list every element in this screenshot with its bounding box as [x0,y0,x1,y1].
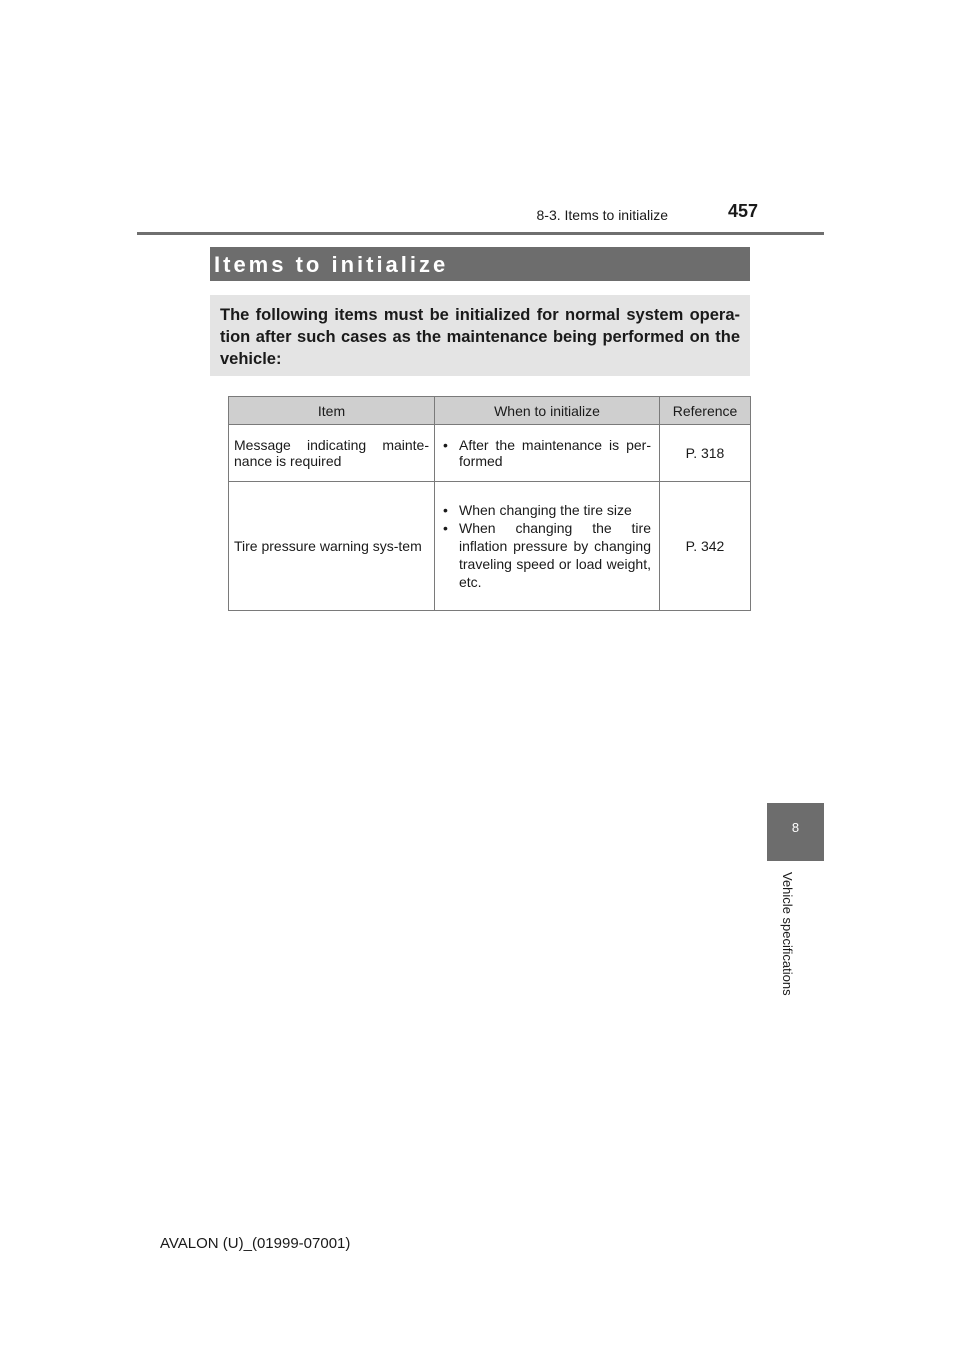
section-title-bar [210,247,750,281]
chapter-label: Vehicle specifications [780,872,795,996]
cell-reference: P. 318 [660,425,751,482]
list-item: • When changing the tire size [441,501,651,519]
list-item: • After the maintenance is per-formed [441,437,651,469]
chapter-tab [767,803,824,861]
chapter-number: 8 [791,820,800,835]
section-title: Items to initialize [214,252,449,277]
cell-item: Tire pressure warning sys-tem [229,482,435,611]
cell-when [435,425,660,482]
when-list [441,437,651,469]
initialize-table [228,396,751,611]
cell-reference: P. 342 [660,482,751,611]
intro-box [210,295,750,376]
header-rule [137,232,824,235]
column-header-when: When to initialize [435,397,660,425]
table-row [229,425,751,482]
footer-code: AVALON (U)_(01999-07001) [160,1235,351,1252]
cell-item: Message indicating mainte-nance is required [229,425,435,482]
running-header-section: 8-3. Items to initialize [536,207,668,223]
intro-text: The following items must be initialized for normal system opera-tion after such cases as the maintenance being performed on the vehicle: [220,306,740,368]
column-header-item: Item [229,397,435,425]
column-header-reference: Reference [660,397,751,425]
list-item: • When changing the tire inflation pressure by changing traveling speed or load weight, etc. [441,519,651,591]
table-row [229,482,751,611]
table-header-row [229,397,751,425]
page-number: 457 [727,201,758,221]
when-list [441,501,651,591]
cell-when [435,482,660,611]
